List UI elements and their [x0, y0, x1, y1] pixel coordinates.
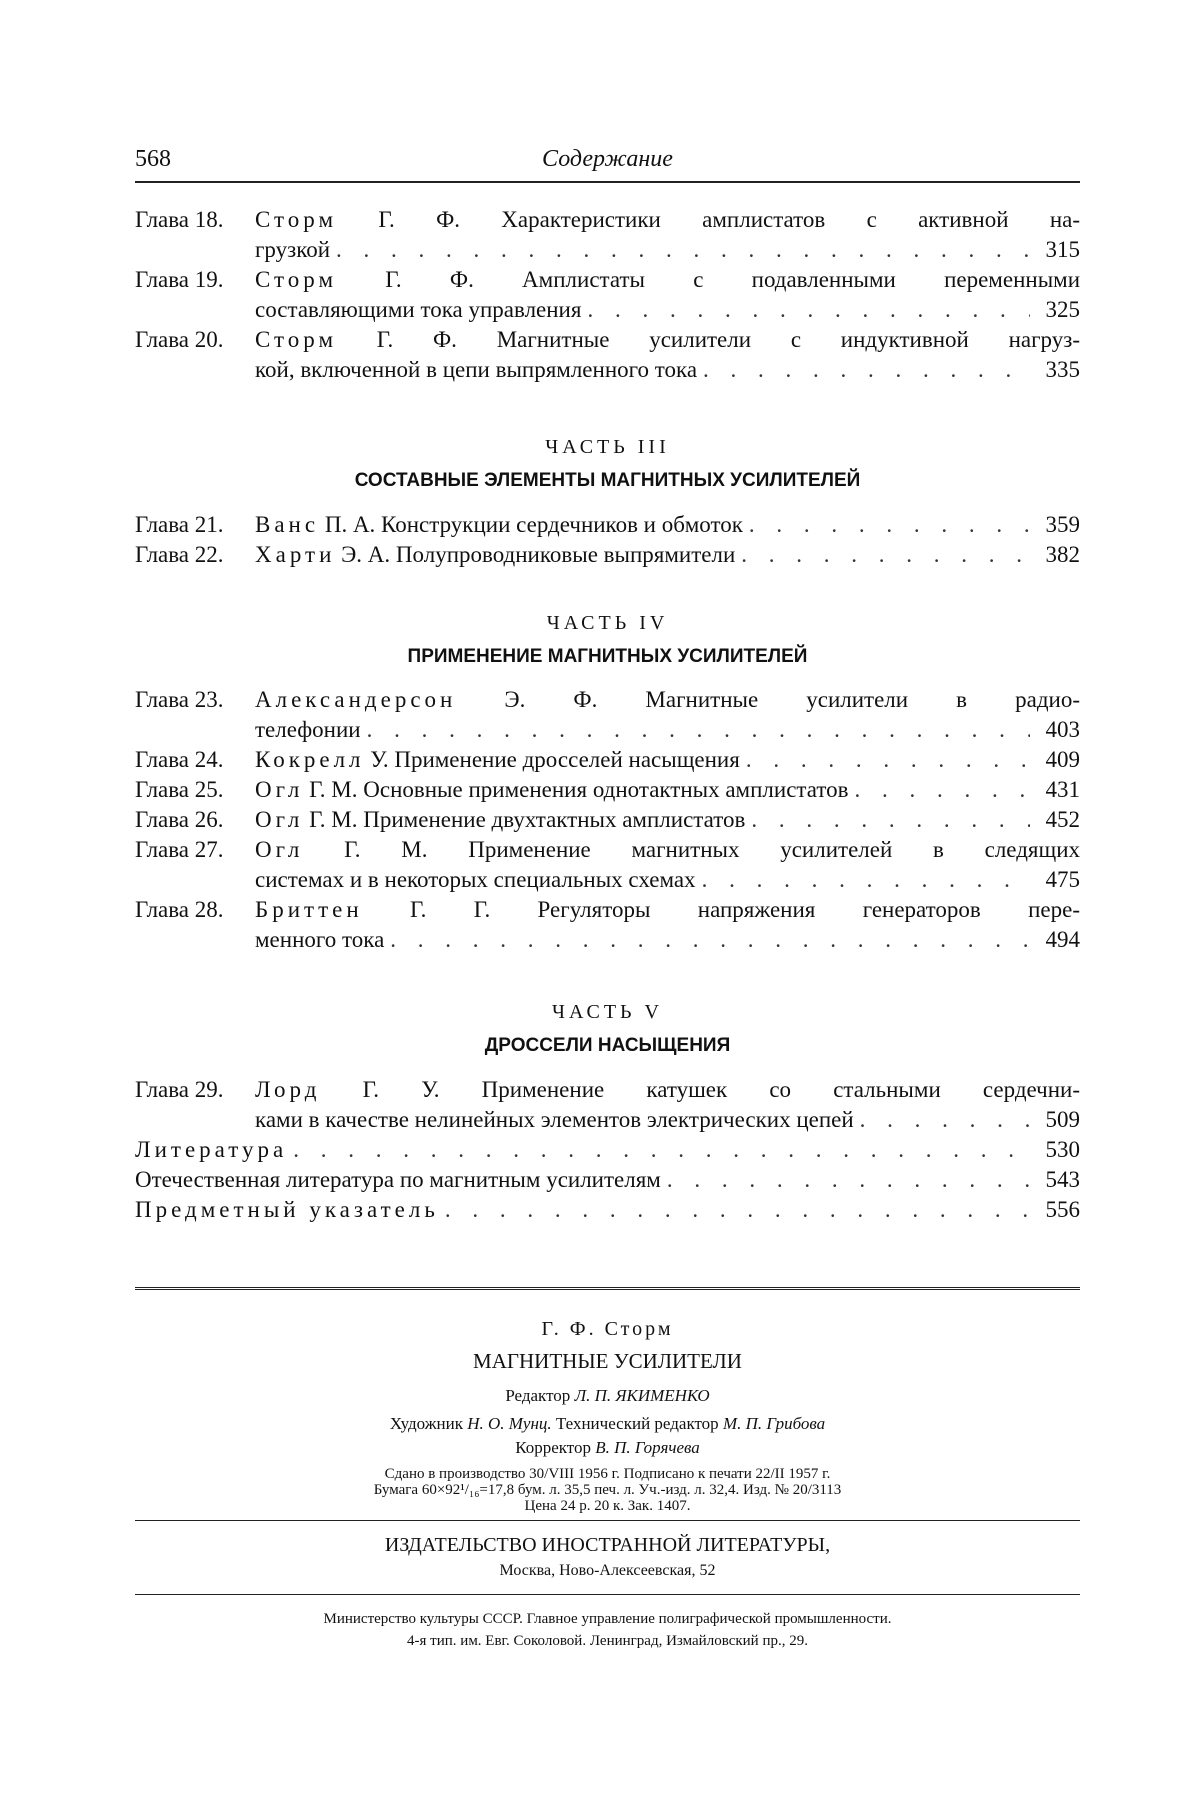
chapter-author: Огл [255, 777, 304, 802]
page-ref: 556 [1045, 1197, 1080, 1222]
leader-dots [667, 1165, 1030, 1195]
toc-entry [135, 265, 1080, 325]
imprint-price-order: Цена 24 р. 20 к. Зак. 1407. [524, 1498, 691, 1514]
page-ref: 431 [1045, 777, 1080, 802]
publisher-name: ИЗДАТЕЛЬСТВО ИНОСТРАННОЙ ЛИТЕРАТУРЫ, [384, 1534, 831, 1556]
toc-entry-subject-index [135, 1195, 1080, 1225]
backmatter-title: Предметный указатель [135, 1197, 439, 1222]
imprint-editor [135, 1386, 1080, 1406]
chapter-title-cont: телефонии [255, 717, 361, 742]
toc-entry [135, 745, 1080, 775]
part-3-title-block [135, 466, 1080, 496]
page-ref: 509 [1045, 1107, 1080, 1132]
leader-dots [749, 510, 1030, 540]
chapter-author: Кокрелл [255, 747, 365, 772]
backmatter-title: Литература [135, 1137, 288, 1162]
page-ref: 494 [1045, 927, 1080, 952]
chapter-label: Глава 24. [135, 747, 224, 772]
toc-entry-literature [135, 1135, 1080, 1165]
chapter-title-cont: менного тока [255, 927, 385, 952]
chapter-author: Огл [255, 807, 304, 832]
chapter-title-cont: грузкой [255, 237, 331, 262]
chapter-label: Глава 19. [135, 267, 224, 292]
chapter-title-cont: составляющими тока управления [255, 297, 582, 322]
chapter-author: Лорд [255, 1077, 321, 1102]
leader-dots [587, 295, 1030, 325]
chapter-label: Глава 29. [135, 1077, 224, 1102]
toc-entry [135, 1075, 1080, 1135]
chapter-title-cont: системах и в некоторых специальных схемах [255, 867, 696, 892]
chapter-title-cont: ками в качестве нелинейных элементов электрических цепей [255, 1107, 854, 1132]
chapter-author: Александерсон [255, 687, 457, 712]
imprint-rule [135, 1594, 1080, 1595]
chapter-title: Г. М. Применение магнитных усилителей в следящих [344, 837, 1080, 862]
leader-dots [445, 1195, 1030, 1225]
part-title: ПРИМЕНЕНИЕ МАГНИТНЫХ УСИЛИТЕЛЕЙ [407, 646, 808, 667]
leader-dots [860, 1105, 1030, 1135]
running-title: Содержание [542, 146, 673, 172]
page-ref: 382 [1045, 542, 1080, 567]
chapter-label: Глава 22. [135, 542, 224, 567]
chapter-author: Сторм [255, 267, 337, 292]
part-number: ЧАСТЬ IV [546, 612, 669, 634]
part-title: СОСТАВНЫЕ ЭЛЕМЕНТЫ МАГНИТНЫХ УСИЛИТЕЛЕЙ [354, 470, 861, 491]
part-4-heading [135, 608, 1080, 638]
chapter-author: Ванс [255, 512, 320, 537]
chapter-author: Огл [255, 837, 304, 862]
chapter-label: Глава 26. [135, 807, 224, 832]
page-ref: 359 [1045, 512, 1080, 537]
imprint-corrector [135, 1438, 1080, 1458]
toc-section-chapter-29-and-backmatter [135, 1075, 1080, 1225]
chapter-label: Глава 18. [135, 207, 224, 232]
imprint-paper-format: Бумага 60×92¹/₁₆=17,8 бум. л. 35,5 печ. л. Уч.-изд. л. 32,4. Изд. № 20/3113 [373, 1482, 842, 1498]
page-ref: 325 [1045, 297, 1080, 322]
chapter-title: Г. М. Применение двухтактных амплистатов [309, 807, 746, 832]
editor-name: Л. П. ЯКИМЕНКО [574, 1386, 710, 1405]
toc-section-chapters-21-22 [135, 510, 1080, 570]
leader-dots [390, 925, 1030, 955]
artist-label: Художник [389, 1414, 463, 1433]
corrector-name: В. П. Горячева [595, 1438, 700, 1457]
part-5-heading [135, 997, 1080, 1027]
imprint-divider [135, 1287, 1080, 1290]
part-4-title-block [135, 642, 1080, 672]
chapter-title: Г. М. Основные применения однотактных амплистатов [309, 777, 849, 802]
toc-entry [135, 895, 1080, 955]
chapter-title: У. Применение дросселей насыщения [370, 747, 740, 772]
leader-dots [854, 775, 1030, 805]
chapter-title: Г. Г. Регуляторы напряжения генераторов пере- [409, 897, 1081, 922]
header-rule [135, 181, 1080, 183]
page-ref: 530 [1045, 1137, 1080, 1162]
chapter-title: Г. Ф. Магнитные усилители с индуктивной нагруз- [376, 327, 1080, 352]
toc-section-chapters-23-28 [135, 685, 1080, 955]
page-ref: 409 [1045, 747, 1080, 772]
page-ref: 543 [1045, 1167, 1080, 1192]
imprint-production-dates: Сдано в производство 30/VIII 1956 г. Подписано к печати 22/II 1957 г. [384, 1466, 831, 1482]
leader-dots [703, 355, 1030, 385]
tech-editor-label: Технический редактор [555, 1414, 719, 1433]
page-ref: 315 [1045, 237, 1080, 262]
artist-name: Н. О. Мунц. [467, 1414, 552, 1433]
page-number: 568 [135, 146, 171, 172]
toc-entry [135, 805, 1080, 835]
tech-editor-name: М. П. Грибова [722, 1414, 826, 1433]
toc-entry [135, 685, 1080, 745]
toc-entry [135, 205, 1080, 265]
chapter-author: Сторм [255, 207, 337, 232]
toc-entry [135, 540, 1080, 570]
chapter-author: Сторм [255, 327, 337, 352]
chapter-title: Э. Ф. Магнитные усилители в радио- [504, 687, 1080, 712]
chapter-author: Бриттен [255, 897, 363, 922]
imprint-title: МАГНИТНЫЕ УСИЛИТЕЛИ [473, 1349, 742, 1373]
chapter-title: Г. Ф. Амплистаты с подавленными переменными [385, 267, 1081, 292]
page-header [135, 146, 1080, 180]
chapter-title: П. А. Конструкции сердечников и обмоток [324, 512, 743, 537]
imprint-artist-techeditor [135, 1414, 1080, 1434]
leader-dots [367, 715, 1030, 745]
part-5-title-block [135, 1031, 1080, 1061]
page-ref: 452 [1045, 807, 1080, 832]
leader-dots [751, 805, 1030, 835]
publisher-address: Москва, Ново-Алексеевская, 52 [499, 1562, 716, 1579]
toc-entry-domestic-literature [135, 1165, 1080, 1195]
chapter-author: Харти [255, 542, 336, 567]
part-3-heading [135, 432, 1080, 462]
chapter-title: Г. Ф. Характеристики амплистатов с активной на- [378, 207, 1080, 232]
chapter-label: Глава 20. [135, 327, 224, 352]
printer-line-1: Министерство культуры СССР. Главное управление полиграфической промышленности. [323, 1611, 892, 1627]
backmatter-title: Отечественная литература по магнитным усилителям [135, 1167, 661, 1192]
imprint-rule [135, 1520, 1080, 1521]
printer-line-2: 4-я тип. им. Евг. Соколовой. Ленинград, Измайловский пр., 29. [407, 1633, 808, 1649]
leader-dots [336, 235, 1030, 265]
chapter-title: Г. У. Применение катушек со стальными сердечни- [362, 1077, 1080, 1102]
toc-entry [135, 325, 1080, 385]
toc-entry [135, 835, 1080, 895]
chapter-label: Глава 21. [135, 512, 224, 537]
leader-dots [741, 540, 1030, 570]
chapter-title: Э. А. Полупроводниковые выпрямители [341, 542, 736, 567]
page-ref: 335 [1045, 357, 1080, 382]
chapter-label: Глава 28. [135, 897, 224, 922]
part-title: ДРОССЕЛИ НАСЫЩЕНИЯ [484, 1035, 731, 1056]
editor-label: Редактор [505, 1386, 571, 1405]
printer-info [135, 1608, 1080, 1652]
imprint-author: Г. Ф. Сторм [541, 1318, 674, 1340]
leader-dots [293, 1135, 1030, 1165]
chapter-label: Глава 27. [135, 837, 224, 862]
part-number: ЧАСТЬ V [552, 1001, 663, 1023]
chapter-title-cont: кой, включенной в цепи выпрямленного тока [255, 357, 698, 382]
part-number: ЧАСТЬ III [545, 436, 670, 458]
corrector-label: Корректор [515, 1438, 591, 1457]
toc-section-chapters-18-20 [135, 205, 1080, 385]
leader-dots [702, 865, 1030, 895]
toc-entry [135, 510, 1080, 540]
page-ref: 475 [1045, 867, 1080, 892]
page-ref: 403 [1045, 717, 1080, 742]
chapter-label: Глава 25. [135, 777, 224, 802]
leader-dots [746, 745, 1030, 775]
chapter-label: Глава 23. [135, 687, 224, 712]
toc-entry [135, 775, 1080, 805]
